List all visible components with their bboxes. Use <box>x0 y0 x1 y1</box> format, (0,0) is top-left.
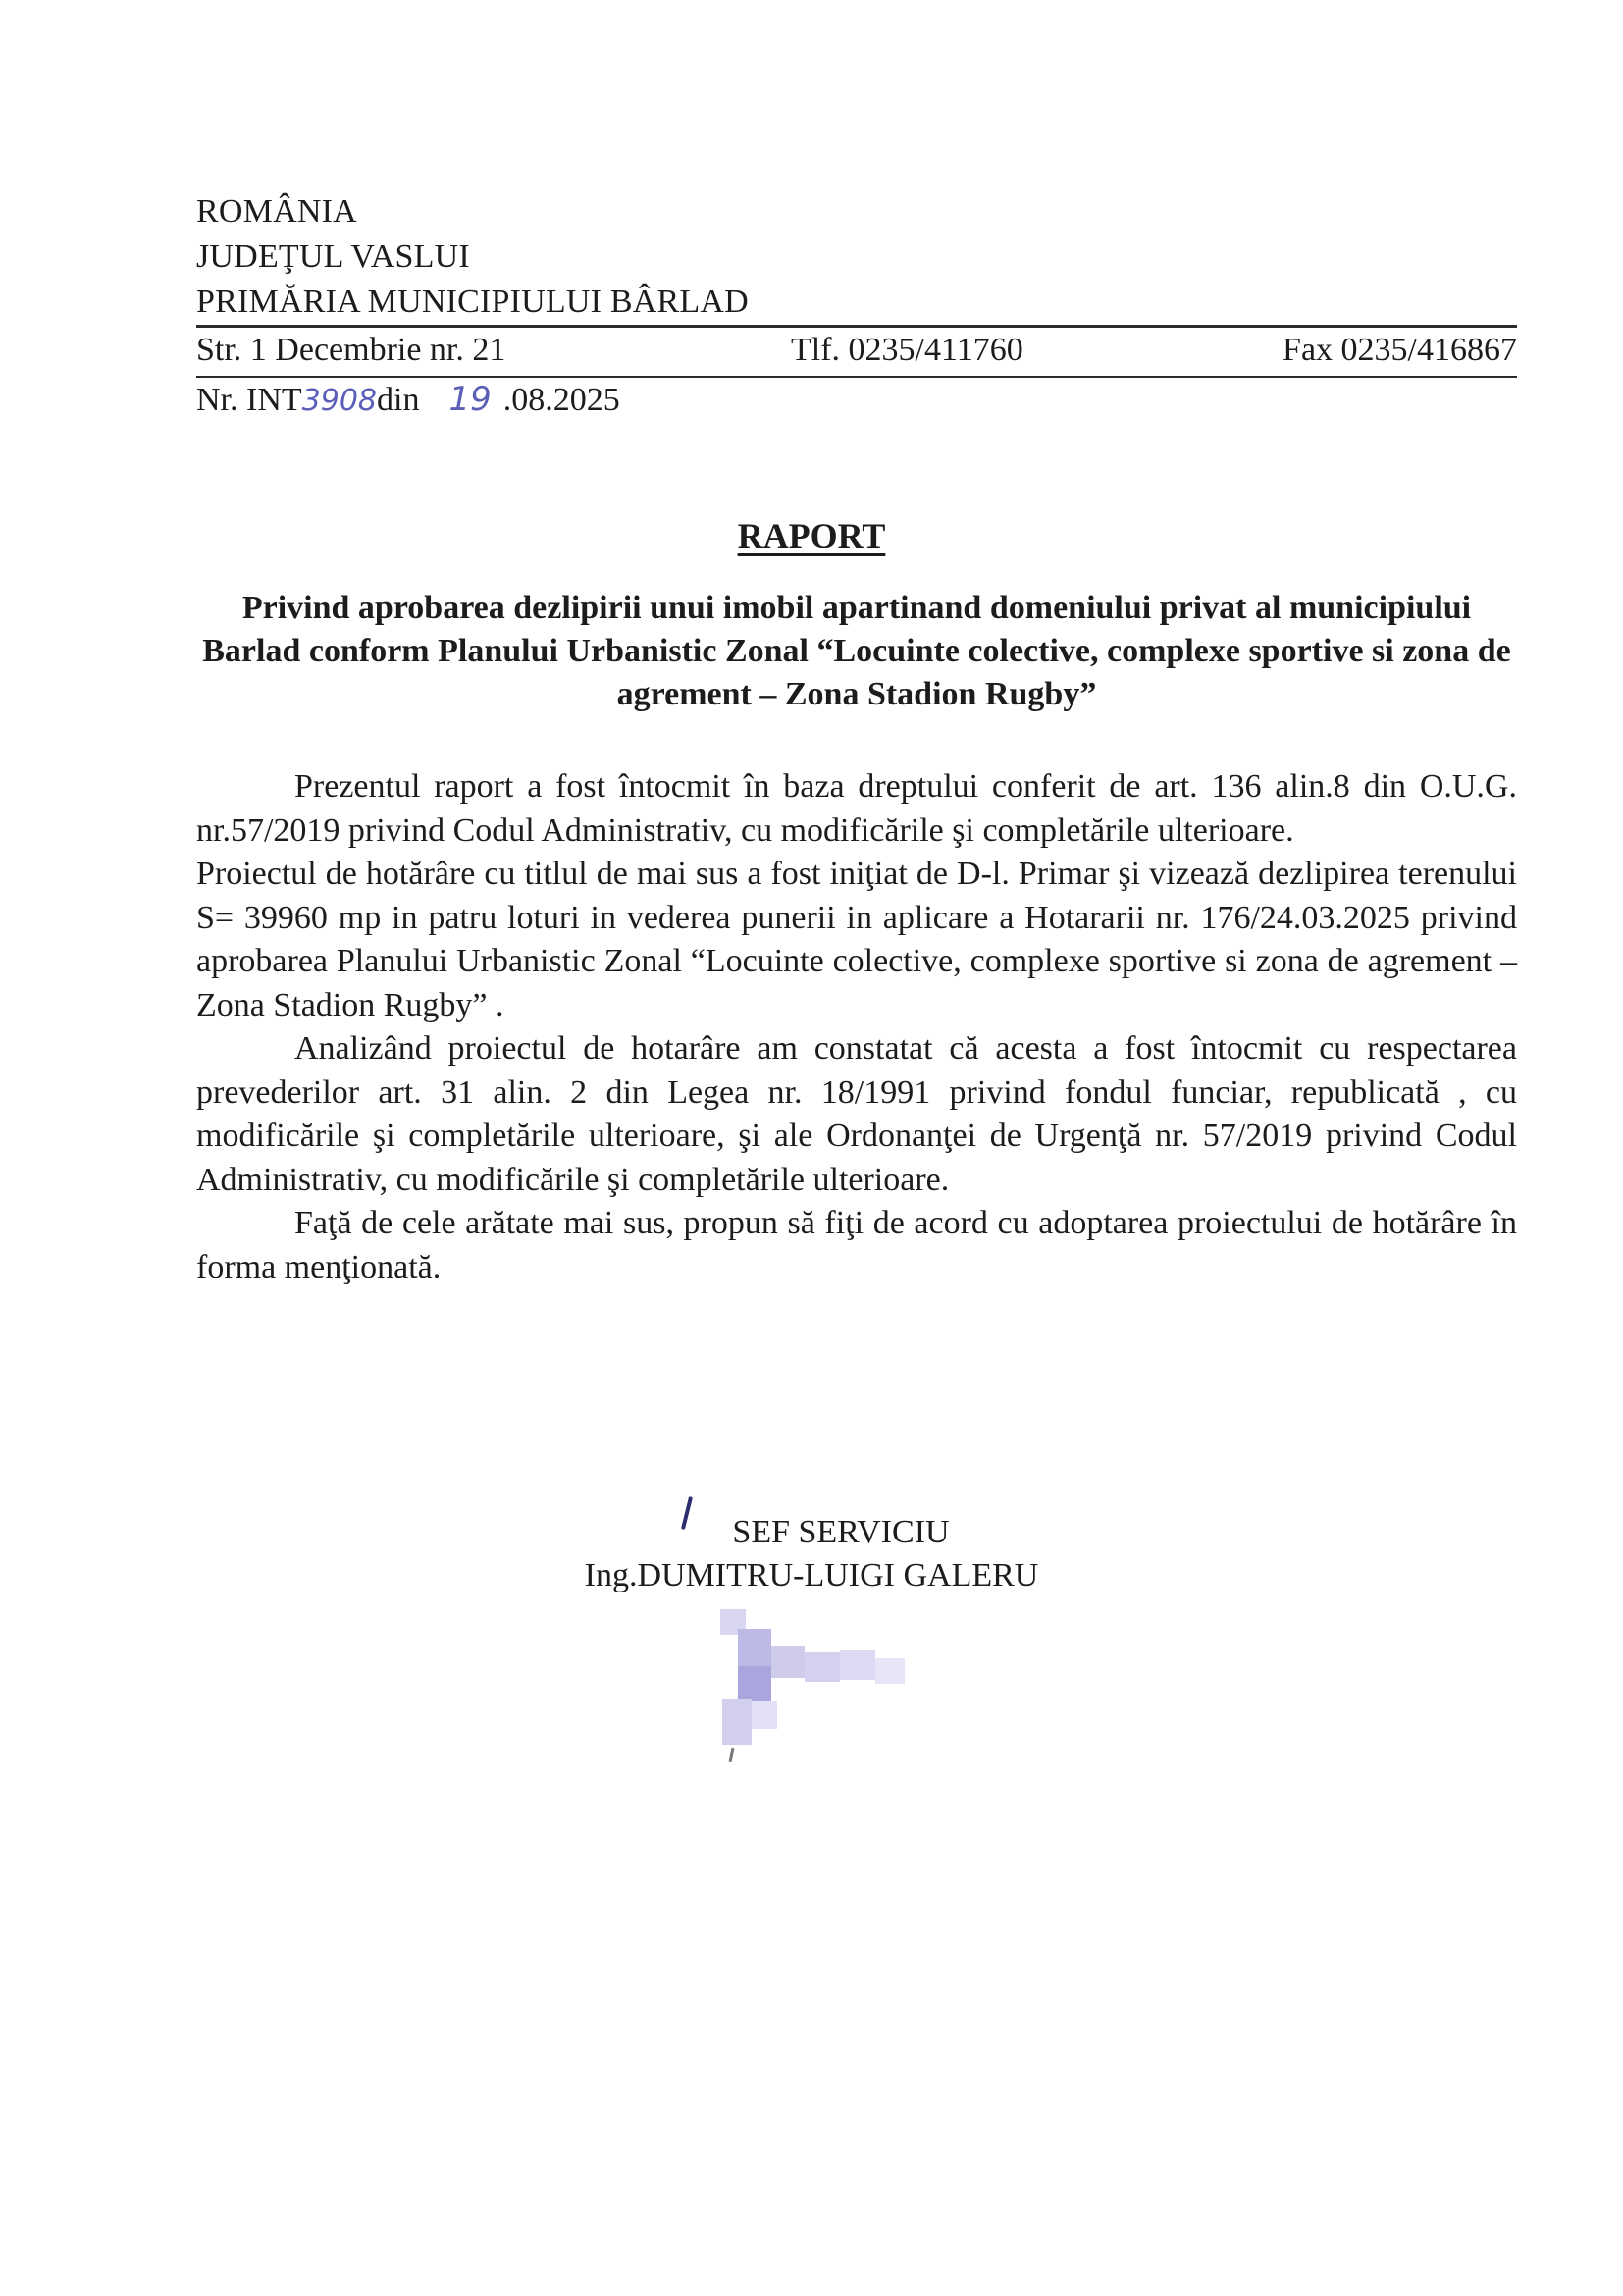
contact-row <box>196 330 1517 371</box>
contact-fax: Fax 0235/416867 <box>1283 332 1517 368</box>
contact-address: Str. 1 Decembrie nr. 21 <box>196 332 506 368</box>
contact-phone: Tlf. 0235/411760 <box>791 332 1023 368</box>
header-county: JUDEŢUL VASLUI <box>196 238 470 275</box>
header-rule-bottom <box>196 376 1517 378</box>
document-subject: Privind aprobarea dezlipirii unui imobil apartinand domeniului privat al municipiului Barlad conform Planului Urbanistic Zonal “Locuinte colective, complexe sportive si zona de agrement – Zona Stadion Rugby” <box>202 590 1511 712</box>
signatory-name: Ing.DUMITRU-LUIGI GALERU <box>584 1557 1039 1593</box>
registration-prefix: Nr. INT <box>196 382 302 418</box>
registration-din: din <box>377 382 420 418</box>
registration-date-suffix: .08.2025 <box>502 382 620 418</box>
body-paragraph-4: Faţă de cele arătate mai sus, propun să fiţi de acord cu adoptarea proiectului de hotărâre în forma menţionată. <box>196 1205 1517 1285</box>
registration-day-handwritten: 19 <box>448 380 492 419</box>
header-rule-top <box>196 325 1517 328</box>
signature-block <box>0 1511 1623 1597</box>
registration-line <box>196 379 620 422</box>
document-title <box>0 514 1623 557</box>
body-paragraph-2: Proiectul de hotărâre cu titlul de mai sus a fost iniţiat de D-l. Primar şi vizează dezlipirea terenului S= 39960 mp in patru loturi in vederea punerii in aplicare a Hotararii nr. 176/24.03.2025 privind aprobarea Planului Urbanistic Zonal “Locuinte colective, complexe sportive si zona de agrement – Zona Stadion Rugby” . <box>196 856 1517 1023</box>
body-paragraph-3: Analizând proiectul de hotarâre am constatat că acesta a fost întocmit cu respectarea prevederilor art. 31 alin. 2 din Legea nr. 18/1991 privind fondul funciar, republicată , cu modificările şi completările ulterioare, şi ale Ordonanţei de Urgenţă nr. 57/2019 privind Codul Administrativ, cu modificările şi completările ulterioare. <box>196 1030 1517 1198</box>
header-country: ROMÂNIA <box>196 193 357 230</box>
body-paragraph-1: Prezentul raport a fost întocmit în baza dreptului conferit de art. 136 alin.8 din O.U.G. nr.57/2019 privind Codul Administrativ, cu modificările şi completările ulterioare. <box>196 768 1517 849</box>
document-title-text: RAPORT <box>737 516 886 555</box>
signatory-role: SEF SERVICIU <box>732 1514 950 1550</box>
header-institution: PRIMĂRIA MUNICIPIULUI BÂRLAD <box>196 284 749 320</box>
blurred-signature <box>708 1609 915 1766</box>
registration-number-handwritten: 3908 <box>301 384 378 418</box>
document-body <box>196 765 1517 1289</box>
